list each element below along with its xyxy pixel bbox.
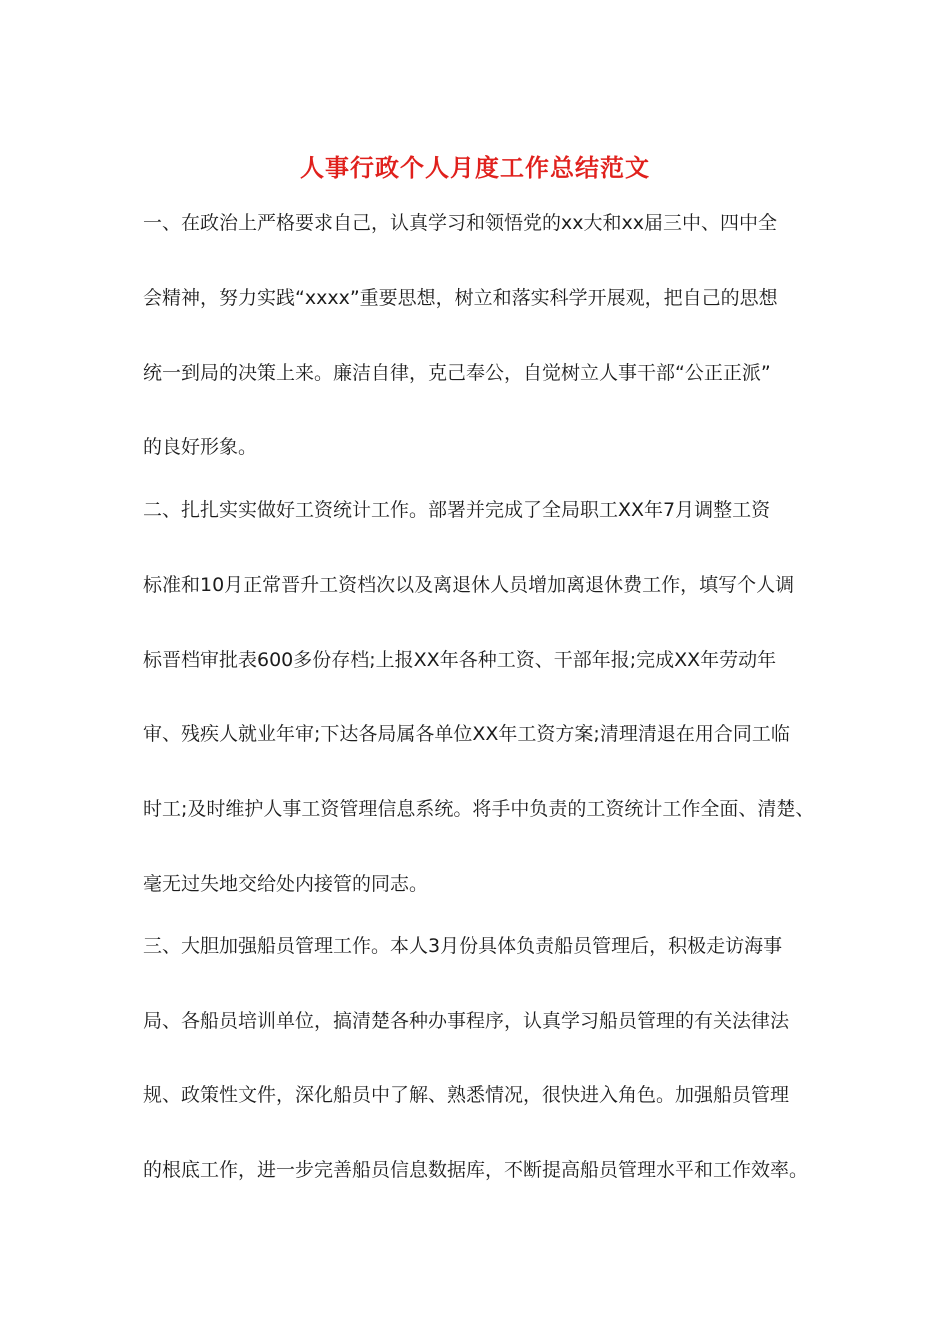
paragraph-line: 三、大胆加强船员管理工作。本人3月份具体负责船员管理后，积极走访海事 <box>143 935 783 957</box>
paragraph-line: 二、扎扎实实做好工资统计工作。部署并完成了全局职工XX年7月调整工资 <box>143 499 771 521</box>
paragraph-line: 审、残疾人就业年审;下达各局属各单位XX年工资方案;清理清退在用合同工临 <box>143 723 790 745</box>
paragraph-line: 毫无过失地交给处内接管的同志。 <box>143 873 429 895</box>
paragraph-line: 标准和10月正常晋升工资档次以及离退休人员增加离退休费工作，填写个人调 <box>143 574 795 596</box>
paragraph-line: 的良好形象。 <box>143 436 258 458</box>
paragraph-line: 会精神，努力实践“xxxx”重要思想，树立和落实科学开展观，把自己的思想 <box>143 287 778 309</box>
paragraph-line: 时工;及时维护人事工资管理信息系统。将手中负责的工资统计工作全面、清楚、 <box>143 798 815 820</box>
paragraph-line: 规、政策性文件，深化船员中了解、熟悉情况，很快进入角色。加强船员管理 <box>143 1084 790 1106</box>
paragraph-line: 标晋档审批表600多份存档;上报XX年各种工资、干部年报;完成XX年劳动年 <box>143 649 777 671</box>
paragraph-line: 一、在政治上严格要求自己，认真学习和领悟党的xx大和xx届三中、四中全 <box>143 212 777 234</box>
document-title: 人事行政个人月度工作总结范文 <box>300 153 650 182</box>
paragraph-line: 的根底工作，进一步完善船员信息数据库，不断提高船员管理水平和工作效率。 <box>143 1159 809 1181</box>
paragraph-line: 局、各船员培训单位，搞清楚各种办事程序，认真学习船员管理的有关法律法 <box>143 1010 790 1032</box>
paragraph-line: 统一到局的决策上来。廉洁自律，克己奉公，自觉树立人事干部“公正正派” <box>143 362 771 384</box>
